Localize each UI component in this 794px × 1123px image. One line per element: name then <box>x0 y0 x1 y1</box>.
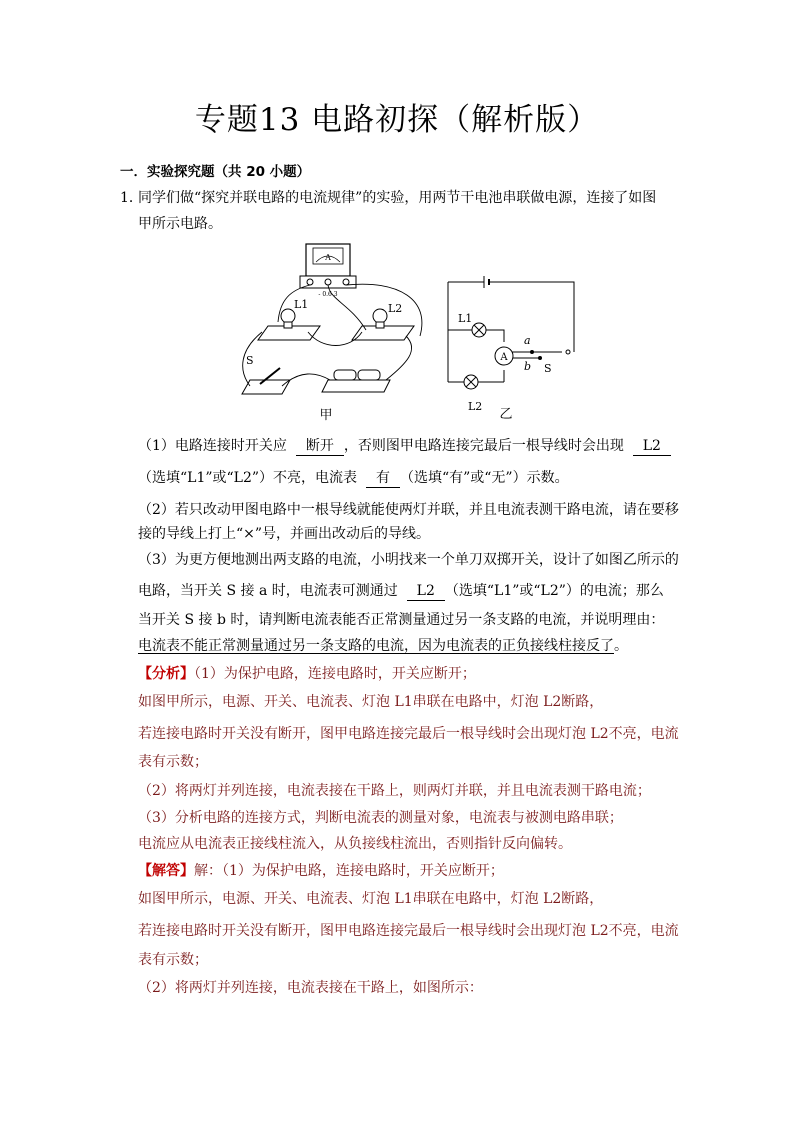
analysis-line3: 若连接电路时开关没有断开，图甲电路连接完最后一根导线时会出现灯泡 L2不亮，电流 <box>138 726 679 742</box>
label-yi-l1: L1 <box>458 312 473 325</box>
part1-line1 <box>138 436 671 456</box>
section-heading: 一．实验探究题（共 20 小题） <box>120 164 311 180</box>
part1-text-c: （选填“L1”或“L2”）不亮，电流表 <box>138 470 358 486</box>
answer-line2: 如图甲所示，电源、开关、电流表、灯泡 L1串联在电路中，灯泡 L2断路， <box>138 891 604 907</box>
answer-text-1: 解：（1）为保护电路，连接电路时，开关应断开； <box>194 863 504 879</box>
analysis-line5: （2）将两灯并列连接，电流表接在干路上，则两灯并联，并且电流表测干路电流； <box>138 783 651 799</box>
part3-line1: （3）为更方便地测出两支路的电流，小明找来一个单刀双掷开关，设计了如图乙所示的 <box>138 552 679 568</box>
label-a: a <box>524 334 531 347</box>
analysis-line4: 表有示数； <box>138 754 208 770</box>
label-l1: L1 <box>294 298 309 311</box>
question-stem-line1: 同学们做“探究并联电路的电流规律”的实验，用两节干电池串联做电源，连接了如图 <box>138 190 657 206</box>
part3-line2 <box>138 581 664 601</box>
figure-jia-caption: 甲 <box>319 408 333 423</box>
figure-yi <box>440 272 590 424</box>
part3-answer-2: 电流表不能正常测量通过另一条支路的电流，因为电流表的正负接线柱接反了 <box>138 638 614 654</box>
figure-jia <box>230 240 430 425</box>
label-yi-s: S <box>544 362 552 375</box>
part1-text-d: （选填“有”或“无”）示数。 <box>399 470 569 486</box>
part3-line3: 当开关 S 接 b 时，请判断电流表能否正常测量通过另一条支路的电流，并说明理由： <box>138 612 665 628</box>
part1-answer-3: 有 <box>366 469 400 488</box>
ammeter-symbol <box>495 347 513 365</box>
analysis-line7: 电流应从电流表正接线柱流入，从负接线柱流出，否则指针反向偏转。 <box>138 836 572 852</box>
part1-line2 <box>138 468 569 488</box>
switch-board <box>242 368 290 394</box>
part1-text-a: （1）电路连接时开关应 <box>138 438 287 454</box>
analysis-line1 <box>138 664 476 684</box>
answer-line3: 若连接电路时开关没有断开，图甲电路连接完最后一根导线时会出现灯泡 L2不亮，电流 <box>138 923 679 939</box>
label-l2: L2 <box>388 302 403 315</box>
lamp-l1-symbol <box>472 323 486 337</box>
ammeter-terminals: - 0.6 3 <box>318 291 338 298</box>
label-yi-l2: L2 <box>468 400 483 413</box>
part3-line4 <box>138 636 628 656</box>
ammeter-device <box>300 244 356 298</box>
lamp-l2-symbol <box>464 375 478 389</box>
label-s: S <box>246 354 254 367</box>
part2-line2: 接的导线上打上“×”号，并画出改动后的导线。 <box>138 526 431 542</box>
answer-tag: 【解答】 <box>138 863 194 879</box>
figure-yi-caption: 乙 <box>499 407 513 422</box>
question-number: 1． <box>120 190 143 206</box>
analysis-text-1: （1）为保护电路，连接电路时，开关应断开； <box>194 666 476 682</box>
analysis-line2: 如图甲所示，电源、开关、电流表、灯泡 L1串联在电路中，灯泡 L2断路， <box>138 694 604 710</box>
answer-line4: 表有示数； <box>138 952 208 968</box>
ammeter-label: A <box>325 253 331 262</box>
page-title: 专题13 电路初探（解析版） <box>194 102 600 138</box>
battery-holder <box>322 370 390 392</box>
analysis-tag: 【分析】 <box>138 666 194 682</box>
part2-line1: （2）若只改动甲图电路中一根导线就能使两灯并联，并且电流表测干路电流，请在要移 <box>138 502 679 518</box>
answer-line5: （2）将两灯并列连接，电流表接在干路上，如图所示： <box>138 980 483 996</box>
part3-text-a: 电路，当开关 S 接 a 时，电流表可测通过 <box>138 583 398 599</box>
question-stem-line2: 甲所示电路。 <box>138 216 222 232</box>
lamp-board-l2 <box>352 309 414 340</box>
part3-answer-1: L2 <box>407 582 445 601</box>
part1-answer-2: L2 <box>633 437 671 456</box>
label-b: b <box>524 360 532 373</box>
part3-end: 。 <box>614 638 628 654</box>
part1-text-b: ，否则图甲电路连接完最后一根导线时会出现 <box>343 438 624 454</box>
ammeter-symbol-label: A <box>500 352 508 363</box>
part1-answer-1: 断开 <box>296 437 344 456</box>
part3-text-b: （选填“L1”或“L2”）的电流；那么 <box>444 583 664 599</box>
answer-line1 <box>138 861 504 881</box>
analysis-line6: （3）分析电路的连接方式，判断电流表的测量对象，电流表与被测电路串联； <box>138 810 623 826</box>
